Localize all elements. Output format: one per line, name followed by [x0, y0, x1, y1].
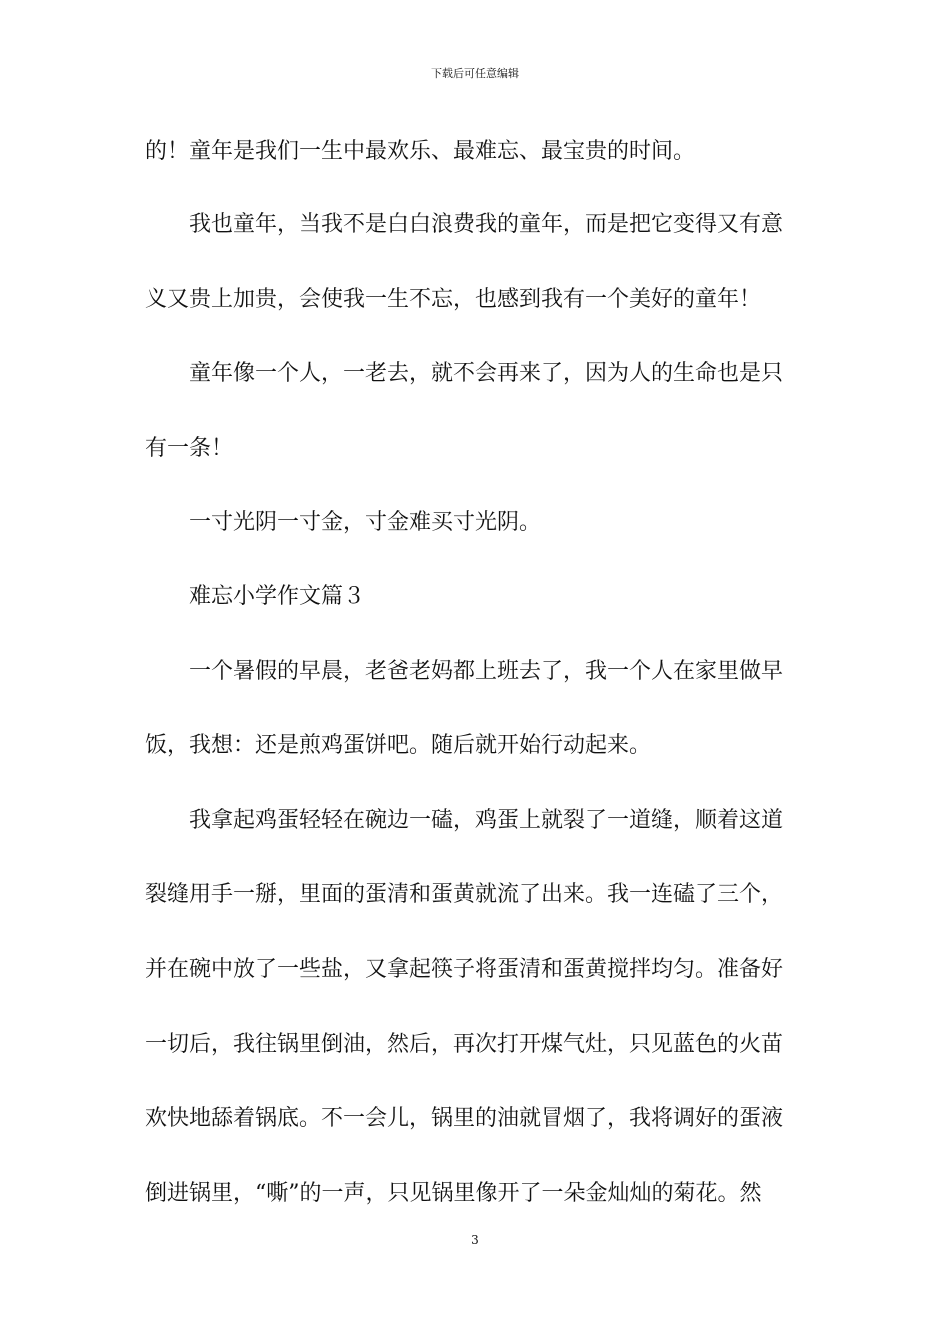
body-text-line: 一寸光阴一寸金，寸金难买寸光阴。	[145, 510, 542, 535]
body-text-line: 我拿起鸡蛋轻轻在碗边一磕，鸡蛋上就裂了一道缝，顺着这道	[145, 808, 784, 833]
body-text-line: 倒进锅里，“嘶”的一声，只见锅里像开了一朵金灿灿的菊花。然	[145, 1181, 762, 1206]
body-text-line: 一个暑假的早晨，老爸老妈都上班去了，我一个人在家里做早	[145, 659, 784, 684]
body-text-line: 我也童年，当我不是白白浪费我的童年，而是把它变得又有意	[145, 212, 784, 237]
body-text-line: 裂缝用手一掰，里面的蛋清和蛋黄就流了出来。我一连磕了三个，	[145, 882, 784, 907]
body-text-line: 饭，我想：还是煎鸡蛋饼吧。随后就开始行动起来。	[145, 733, 652, 758]
body-text-line: 义又贵上加贵，会使我一生不忘，也感到我有一个美好的童年！	[145, 287, 762, 312]
body-text-line: 有一条！	[145, 436, 234, 461]
body-text-line: 并在碗中放了一些盐，又拿起筷子将蛋清和蛋黄搅拌均匀。准备好	[145, 957, 784, 982]
body-text-line: 童年像一个人，一老去，就不会再来了，因为人的生命也是只	[145, 361, 784, 386]
body-text-line: 欢快地舔着锅底。不一会儿，锅里的油就冒烟了，我将调好的蛋液	[145, 1106, 784, 1131]
section-heading: 难忘小学作文篇３	[145, 584, 366, 609]
body-text-line: 一切后，我往锅里倒油，然后，再次打开煤气灶，只见蓝色的火苗	[145, 1032, 784, 1057]
body-text-line: 的！童年是我们一生中最欢乐、最难忘、最宝贵的时间。	[145, 139, 696, 164]
page-header: 下载后可任意编辑	[431, 67, 519, 80]
page-number: 3	[471, 1233, 479, 1247]
